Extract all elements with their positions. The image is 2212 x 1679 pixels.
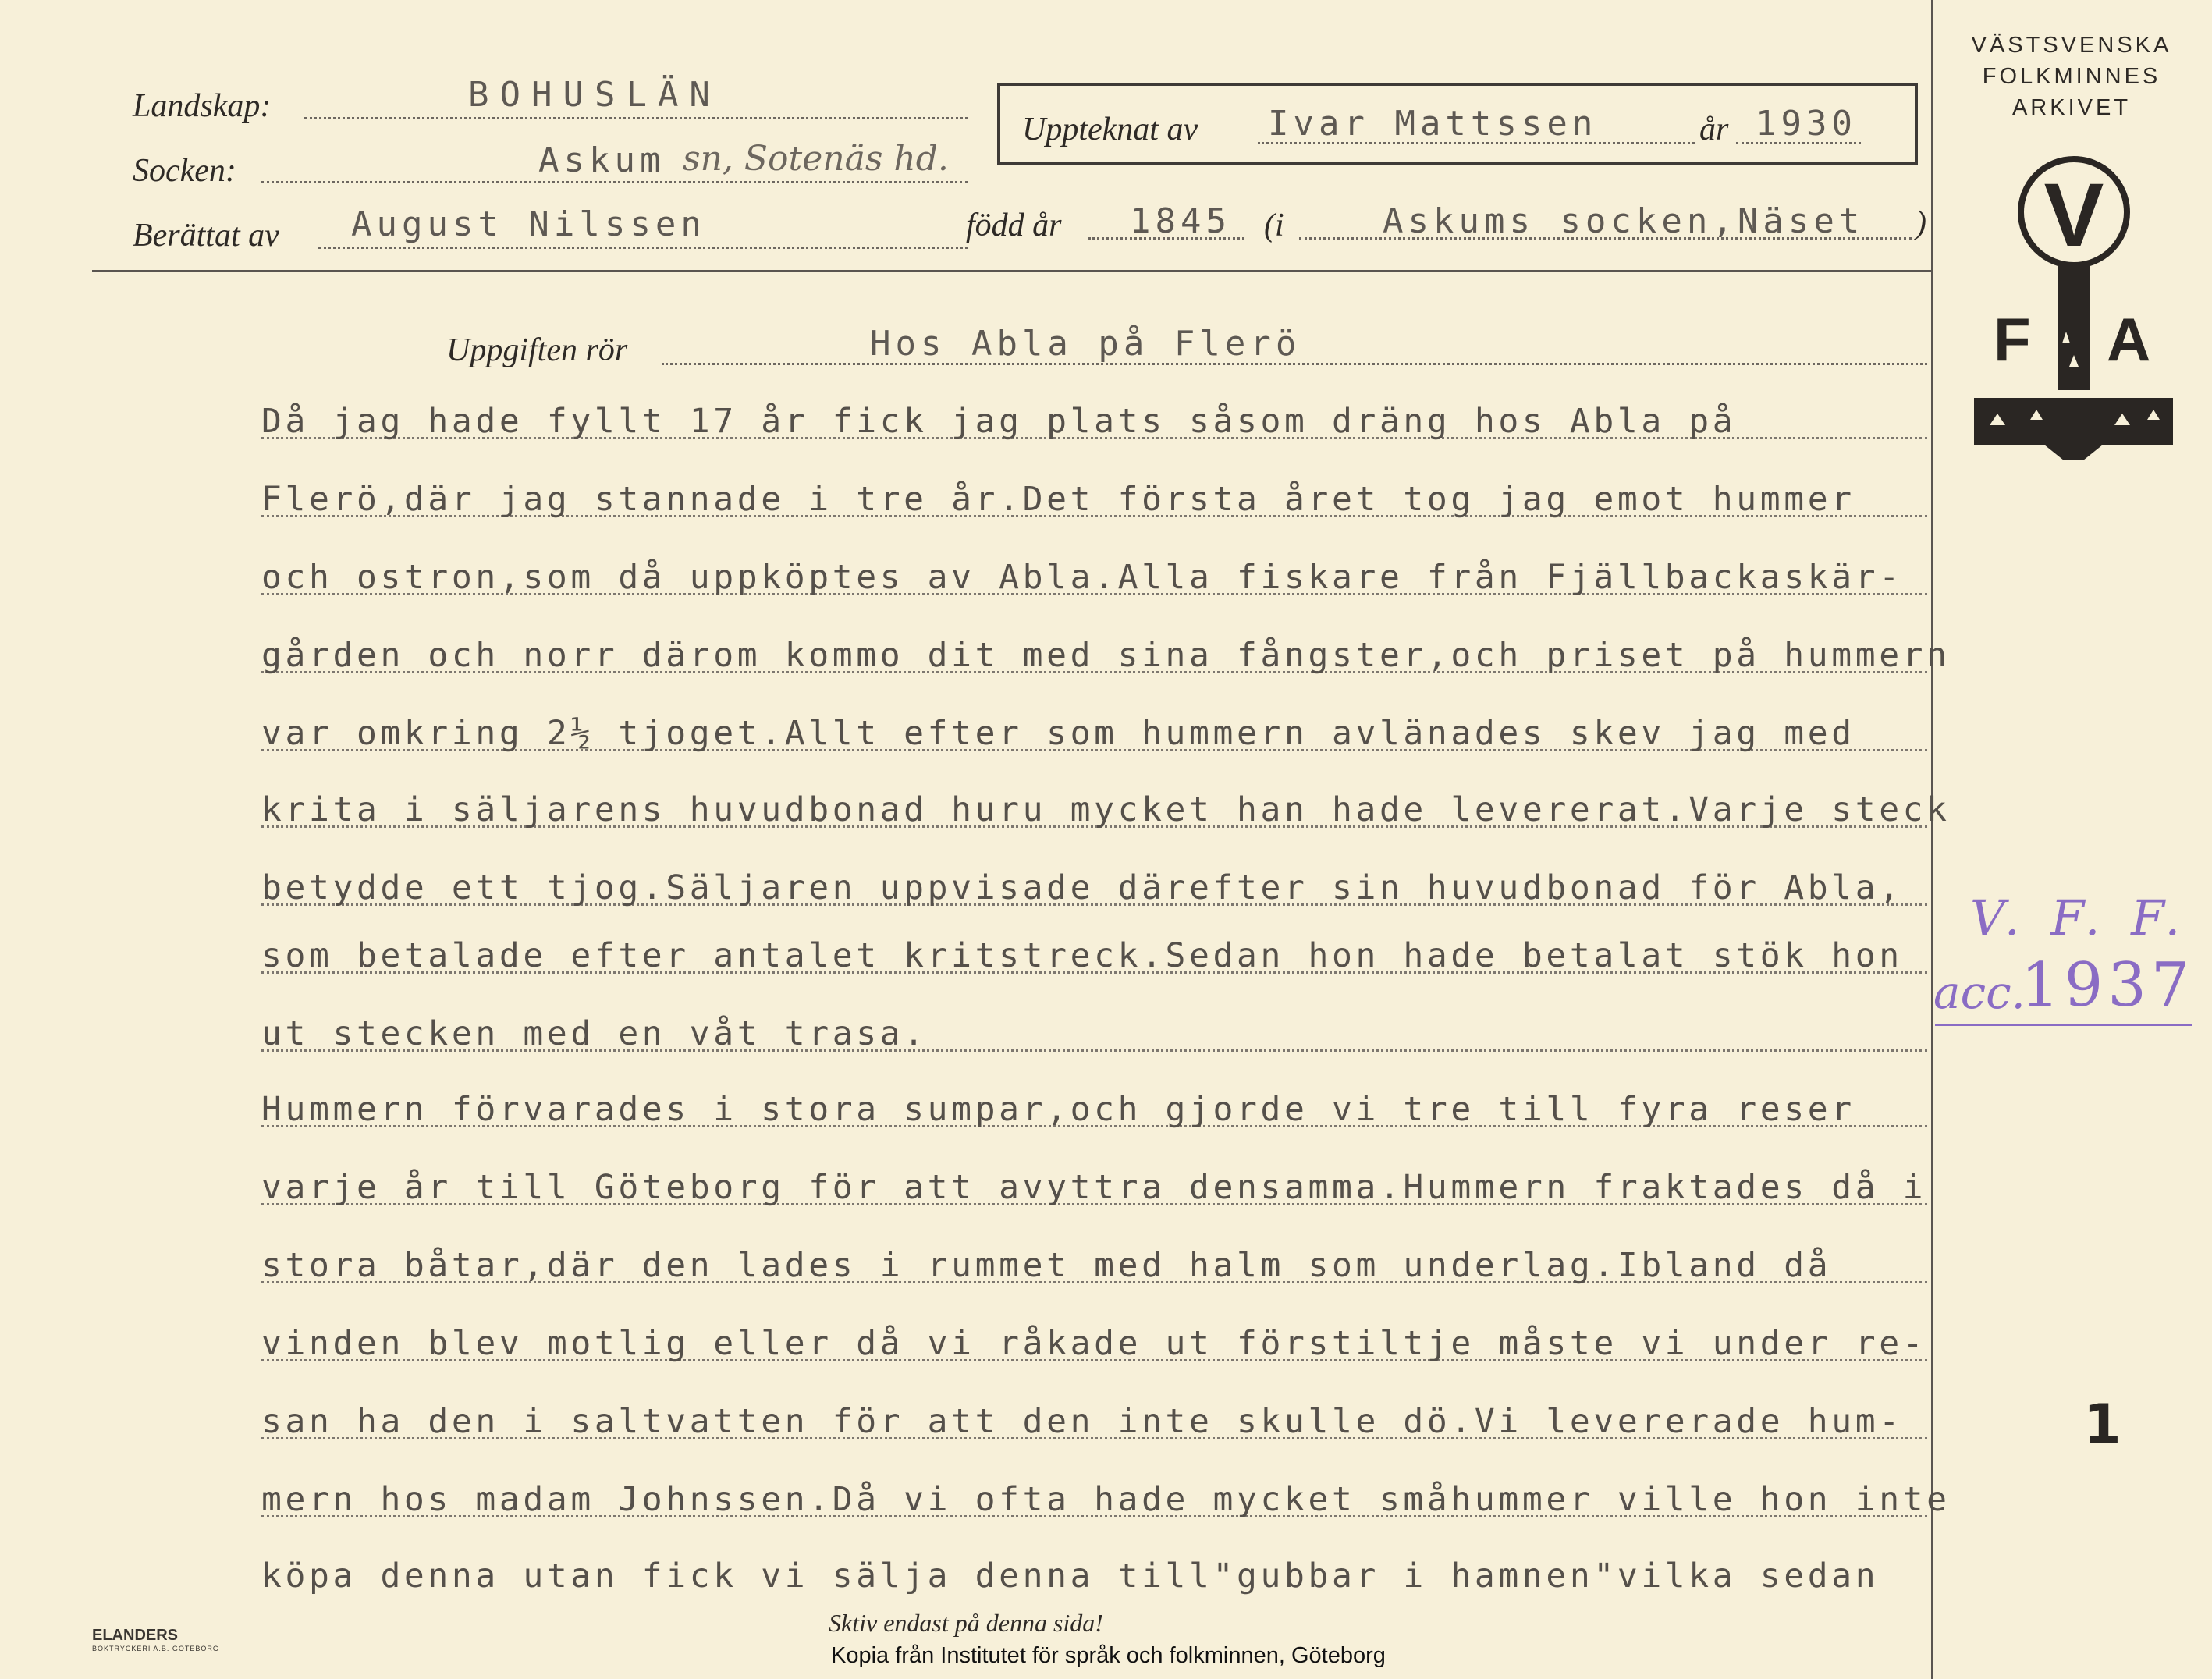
upptecknat-av-value: Ivar Mattssen [1268,104,1598,144]
archive-name-line1: VÄSTSVENSKA [1971,33,2172,58]
acc-stamp-prefix: acc. [1933,966,2026,1019]
socken-dotted-line [261,181,968,183]
body-line-12: stora båtar,där den lades i rummet med halm som underlag.Ibland då [261,1246,1832,1285]
printer-name: ELANDERS [92,1627,179,1644]
upptecknat-av-label: Uppteknat av [1022,112,1198,147]
fodd-ar-label: född år [966,208,1062,243]
ar-value: 1930 [1756,104,1857,144]
ar-label: år [1699,112,1729,147]
landskap-label: Landskap: [133,88,272,124]
i-value: Askums socken,Näset [1383,201,1865,241]
body-line-16: köpa denna utan fick vi sälja denna till"gubbar i hamnen"vilka sedan [261,1557,1880,1596]
body-line-7: betydde ett tjog.Säljaren uppvisade därefter sin huvudbonad för Abla, [261,868,1903,907]
berattat-av-value: August Nilssen [351,204,706,244]
i-label: (i [1264,208,1284,243]
printer-mark [92,1627,219,1652]
acc-stamp-number: 1937 [2021,950,2195,1021]
vff-stamp: V. F. F. [1970,889,2189,946]
body-line-13: vinden blev motlig eller då vi råkade ut förstiltje måste vi under re- [261,1324,1927,1363]
fodd-ar-value: 1845 [1130,201,1231,241]
footer-instruction: Sktiv endast på denna sida! [829,1609,1103,1637]
body-line-3: och ostron,som då uppköptes av Abla.Alla fiskare från Fjällbackaskär- [261,558,1903,597]
uppgiften-ror-label: Uppgiften rör [446,332,628,368]
body-line-11: varje år till Göteborg för att avyttra densamma.Hummern fraktades då i [261,1168,1927,1207]
page-number: 1 [2083,1393,2121,1457]
socken-label: Socken: [133,153,236,189]
footer-copy-notice: Kopia från Institutet för språk och folkminnen, Göteborg [831,1643,1386,1668]
socken-value-typed: Askum [538,140,666,180]
acc-stamp-underline [1935,1024,2192,1026]
archive-name [1951,30,2192,123]
body-line-6: krita i säljarens huvudbonad huru mycket han hade levererat.Varje steck [261,790,1951,829]
body-line-9: ut stecken med en våt trasa. [261,1014,928,1053]
i-close: ) [1916,205,1926,241]
vfa-hammer-logo [1966,156,2177,460]
uppgiften-ror-value: Hos Abla på Flerö [870,324,1301,364]
socken-value-handwritten: sn, Sotenäs hd. [683,139,949,179]
body-line-5: var omkring 2½ tjoget.Allt efter som hummern avlänades skev jag med [261,714,1855,753]
archive-name-line2: FOLKMINNES [1982,64,2161,89]
body-line-15: mern hos madam Johnssen.Då vi ofta hade mycket småhummer ville hon inte [261,1480,1951,1519]
landskap-value: BOHUSLÄN [468,75,721,115]
body-line-2: Flerö,där jag stannade i tre år.Det första året tog jag emot hummer [261,480,1855,519]
body-line-10: Hummern förvarades i stora sumpar,och gjorde vi tre till fyra reser [261,1090,1855,1129]
berattat-av-label: Berättat av [133,218,279,254]
body-line-14: san ha den i saltvatten för att den inte skulle dö.Vi levererade hum- [261,1402,1903,1441]
logo-a-letter: A [2107,305,2151,374]
body-line-8: som betalade efter antalet kritstreck.Sedan hon hade betalat stök hon [261,936,1903,975]
body-line-4: gården och norr därom kommo dit med sina fångster,och priset på hummern [261,636,1951,675]
archive-name-line3: ARKIVET [2011,95,2132,120]
header-rule [92,270,1931,272]
margin-rule [1931,0,1933,1679]
body-line-1: Då jag hade fyllt 17 år fick jag plats såsom dräng hos Abla på [261,402,1737,441]
printer-subtitle: BOKTRYCKERI A.B. GÖTEBORG [92,1645,219,1652]
logo-f-letter: F [1994,305,2031,374]
logo-v-letter: V [2043,165,2104,265]
landskap-dotted-line [304,117,968,119]
berattat-av-dotted-line [318,247,968,249]
